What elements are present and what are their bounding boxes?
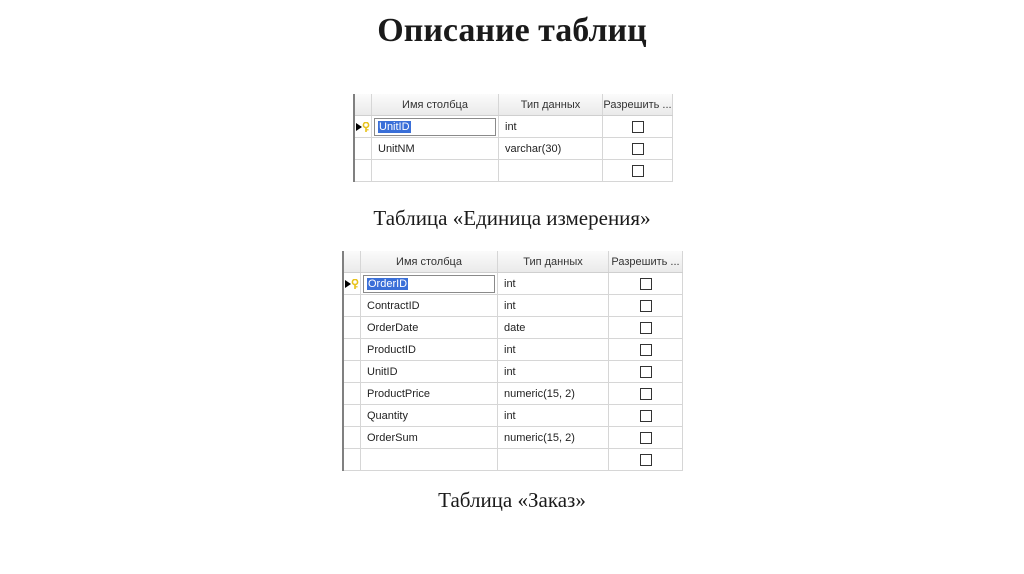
allow-nulls-cell (609, 361, 683, 382)
column-name-cell[interactable]: OrderSum (361, 427, 498, 448)
data-type-cell[interactable]: int (498, 361, 609, 382)
table-unit-grid (353, 94, 673, 182)
column-name-text: UnitID (379, 120, 410, 133)
allow-nulls-checkbox[interactable] (632, 121, 644, 133)
data-type-cell[interactable] (498, 449, 609, 470)
row-selector[interactable] (344, 427, 361, 448)
row-selector[interactable] (344, 295, 361, 316)
allow-nulls-cell (609, 273, 683, 294)
column-name-cell[interactable]: ProductPrice (361, 383, 498, 404)
column-name-cell[interactable] (361, 273, 498, 294)
row-selector[interactable] (355, 116, 372, 137)
data-type-cell[interactable]: numeric(15, 2) (498, 427, 609, 448)
table-row[interactable] (344, 449, 683, 471)
row-selector[interactable] (344, 273, 361, 294)
row-selector[interactable] (344, 383, 361, 404)
table-row[interactable] (344, 405, 683, 427)
table-row[interactable] (344, 295, 683, 317)
column-name-cell[interactable]: OrderDate (361, 317, 498, 338)
data-type-cell[interactable]: int (498, 295, 609, 316)
allow-nulls-checkbox[interactable] (640, 322, 652, 334)
row-selector[interactable] (355, 160, 372, 181)
table-row[interactable] (344, 273, 683, 295)
allow-nulls-cell (609, 317, 683, 338)
column-name-text: OrderID (368, 277, 408, 290)
column-name-cell[interactable]: Quantity (361, 405, 498, 426)
row-selector[interactable] (355, 138, 372, 159)
column-header-type[interactable]: Тип данных (499, 94, 603, 115)
table-row[interactable] (355, 116, 673, 138)
allow-nulls-checkbox[interactable] (632, 143, 644, 155)
allow-nulls-checkbox[interactable] (640, 432, 652, 444)
data-type-cell[interactable]: int (499, 116, 603, 137)
row-selector[interactable] (344, 405, 361, 426)
page-title: Описание таблиц (377, 12, 647, 49)
table-row[interactable] (355, 160, 673, 182)
table-row[interactable] (344, 427, 683, 449)
allow-nulls-checkbox[interactable] (632, 165, 644, 177)
row-selector[interactable] (344, 361, 361, 382)
allow-nulls-checkbox[interactable] (640, 344, 652, 356)
allow-nulls-checkbox[interactable] (640, 410, 652, 422)
table-row[interactable] (355, 138, 673, 160)
table-order-caption: Таблица «Заказ» (438, 488, 586, 512)
column-name-cell[interactable]: ProductID (361, 339, 498, 360)
allow-nulls-checkbox[interactable] (640, 278, 652, 290)
column-name-input[interactable] (374, 118, 496, 136)
allow-nulls-cell (609, 383, 683, 404)
column-name-cell[interactable]: ContractID (361, 295, 498, 316)
table-header-row (344, 251, 683, 273)
data-type-cell[interactable]: date (498, 317, 609, 338)
allow-nulls-cell (609, 339, 683, 360)
table-row[interactable] (344, 339, 683, 361)
table-row[interactable] (344, 383, 683, 405)
header-corner (344, 251, 361, 272)
row-selector[interactable] (344, 339, 361, 360)
allow-nulls-cell (603, 160, 673, 181)
table-row[interactable] (344, 317, 683, 339)
allow-nulls-cell (609, 295, 683, 316)
data-type-cell[interactable]: int (498, 273, 609, 294)
data-type-cell[interactable]: numeric(15, 2) (498, 383, 609, 404)
table-order-grid (342, 251, 683, 471)
column-name-cell[interactable] (372, 116, 499, 137)
header-corner (355, 94, 372, 115)
allow-nulls-cell (603, 138, 673, 159)
column-header-type[interactable]: Тип данных (498, 251, 609, 272)
column-header-allow-nulls[interactable]: Разрешить ... (603, 94, 673, 115)
data-type-cell[interactable] (499, 160, 603, 181)
data-type-cell[interactable]: int (498, 339, 609, 360)
allow-nulls-checkbox[interactable] (640, 300, 652, 312)
column-name-cell[interactable]: UnitNM (372, 138, 499, 159)
table-unit-caption: Таблица «Единица измерения» (373, 206, 651, 230)
allow-nulls-checkbox[interactable] (640, 366, 652, 378)
primary-key-icon (351, 279, 359, 289)
allow-nulls-cell (609, 427, 683, 448)
allow-nulls-cell (609, 405, 683, 426)
table-row[interactable] (344, 361, 683, 383)
data-type-cell[interactable]: int (498, 405, 609, 426)
allow-nulls-cell (609, 449, 683, 470)
primary-key-icon (362, 122, 370, 132)
column-header-name[interactable]: Имя столбца (361, 251, 498, 272)
column-name-cell[interactable] (361, 449, 498, 470)
allow-nulls-checkbox[interactable] (640, 388, 652, 400)
row-selector[interactable] (344, 449, 361, 470)
column-header-allow-nulls[interactable]: Разрешить ... (609, 251, 683, 272)
column-name-input[interactable] (363, 275, 495, 293)
row-selector[interactable] (344, 317, 361, 338)
data-type-cell[interactable]: varchar(30) (499, 138, 603, 159)
column-name-cell[interactable]: UnitID (361, 361, 498, 382)
allow-nulls-cell (603, 116, 673, 137)
column-header-name[interactable]: Имя столбца (372, 94, 499, 115)
table-header-row (355, 94, 673, 116)
allow-nulls-checkbox[interactable] (640, 454, 652, 466)
column-name-cell[interactable] (372, 160, 499, 181)
